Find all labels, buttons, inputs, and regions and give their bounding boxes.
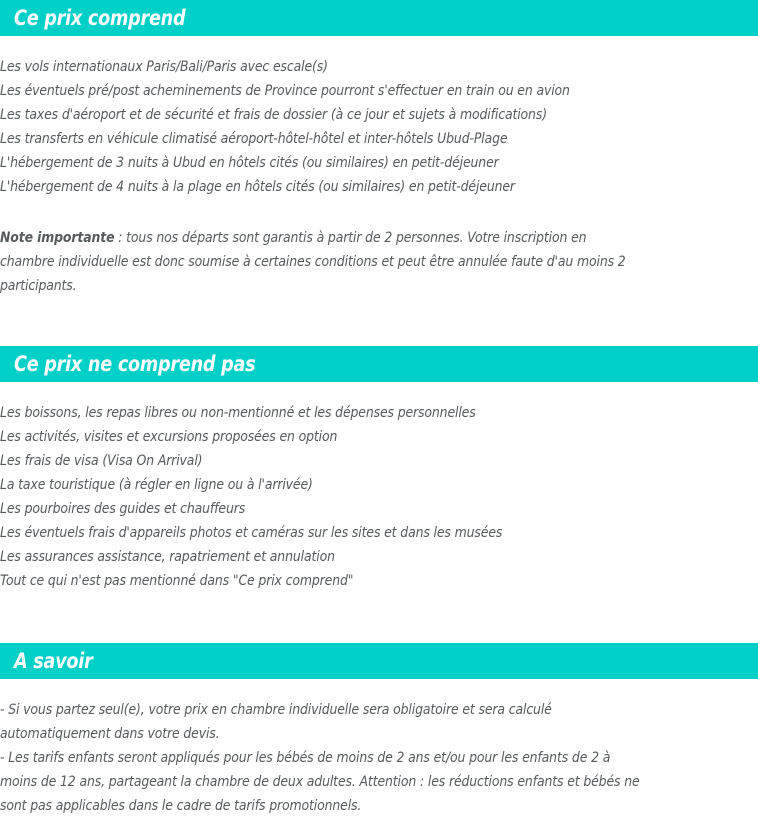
- good-to-know-block: [0, 679, 758, 818]
- important-note-text: : tous nos départs sont garantis à partir de 2 personnes. Votre inscription en chambre individuelle est donc soumise à certaines conditions et peut être annulée faute d'au moins 2 participants.: [0, 230, 626, 294]
- list-item: Les frais de visa (Visa On Arrival): [0, 453, 203, 469]
- list-item: La taxe touristique (à régler en ligne ou à l'arrivée): [0, 477, 313, 493]
- list-item: Les vols internationaux Paris/Bali/Paris avec escale(s): [0, 59, 328, 75]
- list-item: Les boissons, les repas libres ou non-mentionné et les dépenses personnelles: [0, 405, 476, 421]
- section-title: A savoir: [14, 649, 93, 673]
- paragraph: - Les tarifs enfants seront appliqués pour les bébés de moins de 2 ans et/ou pour les enfants de 2 à moins de 12 ans, partageant la chambre de deux adultes. Attention : les réductions enfants et bébés ne sont pas applicables dans le cadre de tarifs promotionnels.: [0, 750, 640, 814]
- important-note: [0, 199, 758, 298]
- list-item: Les pourboires des guides et chauffeurs: [0, 501, 246, 517]
- list-item: Les activités, visites et excursions proposées en option: [0, 429, 338, 445]
- spacer: [0, 593, 758, 643]
- included-list: [0, 36, 758, 199]
- list-item: Les taxes d'aéroport et de sécurité et frais de dossier (à ce jour et sujets à modifications): [0, 107, 547, 123]
- list-item: Les assurances assistance, rapatriement et annulation: [0, 549, 335, 565]
- paragraph: - Si vous partez seul(e), votre prix en chambre individuelle sera obligatoire et sera calculé automatiquement dans votre devis.: [0, 702, 552, 742]
- section-header-ce-prix-comprend: [0, 0, 758, 36]
- list-item: Les éventuels frais d'appareils photos et caméras sur les sites et dans les musées: [0, 525, 503, 541]
- list-item: Tout ce qui n'est pas mentionné dans "Ce prix comprend": [0, 573, 354, 589]
- section-title: Ce prix comprend: [14, 6, 186, 30]
- important-note-label: Note importante: [0, 230, 115, 246]
- list-item: Les transferts en véhicule climatisé aéroport-hôtel-hôtel et inter-hôtels Ubud-Plage: [0, 131, 508, 147]
- section-title: Ce prix ne comprend pas: [14, 352, 256, 376]
- spacer: [0, 298, 758, 346]
- section-header-ce-prix-ne-comprend-pas: [0, 346, 758, 382]
- list-item: L'hébergement de 4 nuits à la plage en hôtels cités (ou similaires) en petit-déjeuner: [0, 179, 515, 195]
- excluded-list: [0, 382, 758, 593]
- section-header-a-savoir: [0, 643, 758, 679]
- list-item: Les éventuels pré/post acheminements de Province pourront s'effectuer en train ou en avion: [0, 83, 570, 99]
- list-item: L'hébergement de 3 nuits à Ubud en hôtels cités (ou similaires) en petit-déjeuner: [0, 155, 499, 171]
